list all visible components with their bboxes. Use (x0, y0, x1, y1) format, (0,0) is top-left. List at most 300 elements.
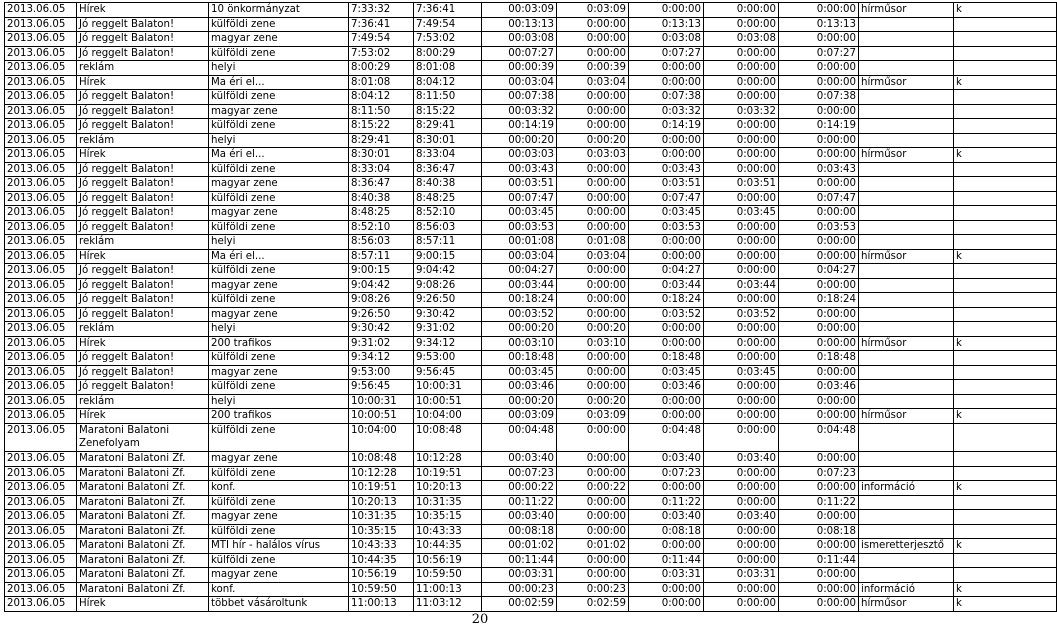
duration-cell: 00:02:59 (482, 597, 557, 612)
content-cell: magyar zene (209, 307, 349, 322)
type-cell (954, 162, 1057, 177)
end-time-cell: 8:00:29 (414, 46, 482, 61)
end-time-cell: 11:00:13 (414, 582, 482, 597)
program-cell: Hírek (77, 148, 209, 163)
music-duration-cell: 0:03:45 (629, 206, 704, 221)
table-row (5, 206, 1057, 221)
genre-cell: információ (859, 481, 954, 496)
program-cell: Maratoni Balatoni Zf. (77, 539, 209, 554)
program-cell: Jó reggelt Balaton! (77, 380, 209, 395)
table-row (5, 177, 1057, 192)
content-cell: külföldi zene (209, 162, 349, 177)
music-duration-cell: 0:07:38 (629, 90, 704, 105)
genre-cell (859, 278, 954, 293)
start-time-cell: 10:19:51 (349, 481, 414, 496)
content-cell: külföldi zene (209, 423, 349, 452)
content-cell: helyi (209, 394, 349, 409)
start-time-cell: 9:04:42 (349, 278, 414, 293)
program-cell: Maratoni Balatoni Zf. (77, 466, 209, 481)
program-cell: Jó reggelt Balaton! (77, 119, 209, 134)
hungarian-music-cell: 0:03:32 (704, 104, 779, 119)
foreign-music-cell: 0:00:00 (779, 32, 859, 47)
hungarian-music-cell: 0:00:00 (704, 249, 779, 264)
date-cell: 2013.06.05 (5, 380, 77, 395)
genre-cell (859, 191, 954, 206)
hungarian-music-cell: 0:00:00 (704, 293, 779, 308)
music-duration-cell: 0:00:00 (629, 409, 704, 424)
table-row (5, 191, 1057, 206)
table-row (5, 539, 1057, 554)
end-time-cell: 8:40:38 (414, 177, 482, 192)
table-row (5, 481, 1057, 496)
type-cell: k (954, 582, 1057, 597)
spoken-duration-cell: 0:03:10 (557, 336, 629, 351)
music-duration-cell: 0:13:13 (629, 17, 704, 32)
genre-cell (859, 104, 954, 119)
type-cell (954, 90, 1057, 105)
music-duration-cell: 0:14:19 (629, 119, 704, 134)
duration-cell: 00:04:27 (482, 264, 557, 279)
duration-cell: 00:03:10 (482, 336, 557, 351)
genre-cell (859, 351, 954, 366)
end-time-cell: 8:30:01 (414, 133, 482, 148)
type-cell (954, 452, 1057, 467)
hungarian-music-cell: 0:00:00 (704, 264, 779, 279)
spoken-duration-cell: 0:00:00 (557, 46, 629, 61)
foreign-music-cell: 0:00:00 (779, 133, 859, 148)
spoken-duration-cell: 0:03:09 (557, 3, 629, 18)
date-cell: 2013.06.05 (5, 133, 77, 148)
duration-cell: 00:07:27 (482, 46, 557, 61)
table-row (5, 61, 1057, 76)
table-row (5, 235, 1057, 250)
music-duration-cell: 0:00:00 (629, 148, 704, 163)
content-cell: magyar zene (209, 568, 349, 583)
program-cell: reklám (77, 394, 209, 409)
spoken-duration-cell: 0:02:59 (557, 597, 629, 612)
music-duration-cell: 0:00:00 (629, 597, 704, 612)
table-row (5, 351, 1057, 366)
type-cell (954, 307, 1057, 322)
date-cell: 2013.06.05 (5, 539, 77, 554)
program-cell: Jó reggelt Balaton! (77, 177, 209, 192)
program-cell: Jó reggelt Balaton! (77, 162, 209, 177)
genre-cell (859, 119, 954, 134)
table-row (5, 553, 1057, 568)
music-duration-cell: 0:03:40 (629, 452, 704, 467)
table-row (5, 220, 1057, 235)
date-cell: 2013.06.05 (5, 162, 77, 177)
hungarian-music-cell: 0:00:00 (704, 191, 779, 206)
spoken-duration-cell: 0:00:00 (557, 568, 629, 583)
date-cell: 2013.06.05 (5, 293, 77, 308)
start-time-cell: 10:31:35 (349, 510, 414, 525)
start-time-cell: 10:12:28 (349, 466, 414, 481)
duration-cell: 00:00:20 (482, 394, 557, 409)
foreign-music-cell: 0:00:00 (779, 322, 859, 337)
content-cell: külföldi zene (209, 351, 349, 366)
program-cell: Maratoni Balatoni Zf. (77, 481, 209, 496)
type-cell (954, 322, 1057, 337)
start-time-cell: 8:57:11 (349, 249, 414, 264)
type-cell (954, 32, 1057, 47)
content-cell: külföldi zene (209, 191, 349, 206)
date-cell: 2013.06.05 (5, 307, 77, 322)
table-row (5, 380, 1057, 395)
genre-cell (859, 293, 954, 308)
genre-cell: hírműsor (859, 75, 954, 90)
genre-cell: hírműsor (859, 249, 954, 264)
type-cell (954, 466, 1057, 481)
music-duration-cell: 0:03:08 (629, 32, 704, 47)
program-cell: Jó reggelt Balaton! (77, 206, 209, 221)
start-time-cell: 9:31:02 (349, 336, 414, 351)
program-cell: Maratoni Balatoni Zf. (77, 568, 209, 583)
start-time-cell: 10:56:19 (349, 568, 414, 583)
date-cell: 2013.06.05 (5, 220, 77, 235)
date-cell: 2013.06.05 (5, 336, 77, 351)
type-cell (954, 46, 1057, 61)
table-row (5, 17, 1057, 32)
date-cell: 2013.06.05 (5, 90, 77, 105)
program-cell: Jó reggelt Balaton! (77, 32, 209, 47)
type-cell: k (954, 597, 1057, 612)
music-duration-cell: 0:04:27 (629, 264, 704, 279)
content-cell: magyar zene (209, 177, 349, 192)
hungarian-music-cell: 0:00:00 (704, 409, 779, 424)
content-cell: külföldi zene (209, 553, 349, 568)
type-cell (954, 278, 1057, 293)
date-cell: 2013.06.05 (5, 148, 77, 163)
date-cell: 2013.06.05 (5, 452, 77, 467)
genre-cell (859, 307, 954, 322)
end-time-cell: 10:31:35 (414, 495, 482, 510)
type-cell (954, 206, 1057, 221)
spoken-duration-cell: 0:00:00 (557, 365, 629, 380)
spoken-duration-cell: 0:00:00 (557, 32, 629, 47)
genre-cell (859, 510, 954, 525)
foreign-music-cell: 0:18:48 (779, 351, 859, 366)
hungarian-music-cell: 0:03:45 (704, 206, 779, 221)
end-time-cell: 8:04:12 (414, 75, 482, 90)
foreign-music-cell: 0:00:00 (779, 206, 859, 221)
foreign-music-cell: 0:11:22 (779, 495, 859, 510)
hungarian-music-cell: 0:00:00 (704, 582, 779, 597)
duration-cell: 00:03:04 (482, 75, 557, 90)
type-cell (954, 104, 1057, 119)
program-cell: reklám (77, 133, 209, 148)
table-row (5, 90, 1057, 105)
spoken-duration-cell: 0:00:00 (557, 264, 629, 279)
spoken-duration-cell: 0:00:00 (557, 162, 629, 177)
program-cell: Maratoni Balatoni Zf. (77, 553, 209, 568)
program-cell: Maratoni Balatoni Zf. (77, 495, 209, 510)
foreign-music-cell: 0:07:27 (779, 46, 859, 61)
music-duration-cell: 0:00:00 (629, 61, 704, 76)
genre-cell: hírműsor (859, 3, 954, 18)
duration-cell: 00:18:24 (482, 293, 557, 308)
spoken-duration-cell: 0:00:20 (557, 394, 629, 409)
program-cell: Maratoni Balatoni Zf. (77, 510, 209, 525)
hungarian-music-cell: 0:00:00 (704, 220, 779, 235)
spoken-duration-cell: 0:01:08 (557, 235, 629, 250)
hungarian-music-cell: 0:03:52 (704, 307, 779, 322)
start-time-cell: 8:48:25 (349, 206, 414, 221)
date-cell: 2013.06.05 (5, 17, 77, 32)
genre-cell (859, 423, 954, 452)
end-time-cell: 10:04:00 (414, 409, 482, 424)
music-duration-cell: 0:04:48 (629, 423, 704, 452)
broadcast-log-table (4, 2, 1057, 612)
spoken-duration-cell: 0:00:00 (557, 466, 629, 481)
date-cell: 2013.06.05 (5, 524, 77, 539)
program-cell: Hírek (77, 3, 209, 18)
hungarian-music-cell: 0:03:31 (704, 568, 779, 583)
table-row (5, 394, 1057, 409)
type-cell (954, 119, 1057, 134)
hungarian-music-cell: 0:03:51 (704, 177, 779, 192)
hungarian-music-cell: 0:03:45 (704, 365, 779, 380)
start-time-cell: 10:04:00 (349, 423, 414, 452)
start-time-cell: 10:00:31 (349, 394, 414, 409)
start-time-cell: 8:04:12 (349, 90, 414, 105)
end-time-cell: 8:57:11 (414, 235, 482, 250)
music-duration-cell: 0:00:00 (629, 582, 704, 597)
music-duration-cell: 0:00:00 (629, 133, 704, 148)
table-row (5, 104, 1057, 119)
program-cell: Hírek (77, 336, 209, 351)
content-cell: magyar zene (209, 32, 349, 47)
end-time-cell: 9:26:50 (414, 293, 482, 308)
duration-cell: 00:03:09 (482, 3, 557, 18)
start-time-cell: 9:56:45 (349, 380, 414, 395)
spoken-duration-cell: 0:00:00 (557, 220, 629, 235)
date-cell: 2013.06.05 (5, 119, 77, 134)
end-time-cell: 8:48:25 (414, 191, 482, 206)
foreign-music-cell: 0:00:00 (779, 148, 859, 163)
program-cell: Hírek (77, 75, 209, 90)
table-row (5, 46, 1057, 61)
date-cell: 2013.06.05 (5, 553, 77, 568)
music-duration-cell: 0:00:00 (629, 322, 704, 337)
table-row (5, 133, 1057, 148)
start-time-cell: 8:40:38 (349, 191, 414, 206)
duration-cell: 00:03:40 (482, 510, 557, 525)
type-cell (954, 394, 1057, 409)
date-cell: 2013.06.05 (5, 61, 77, 76)
end-time-cell: 8:36:47 (414, 162, 482, 177)
content-cell: 10 önkormányzat (209, 3, 349, 18)
hungarian-music-cell: 0:00:00 (704, 394, 779, 409)
type-cell (954, 133, 1057, 148)
start-time-cell: 10:59:50 (349, 582, 414, 597)
genre-cell (859, 90, 954, 105)
start-time-cell: 10:43:33 (349, 539, 414, 554)
content-cell: magyar zene (209, 452, 349, 467)
content-cell: külföldi zene (209, 466, 349, 481)
content-cell: konf. (209, 582, 349, 597)
content-cell: külföldi zene (209, 46, 349, 61)
hungarian-music-cell: 0:00:00 (704, 17, 779, 32)
date-cell: 2013.06.05 (5, 177, 77, 192)
spoken-duration-cell: 0:00:00 (557, 293, 629, 308)
end-time-cell: 10:44:35 (414, 539, 482, 554)
program-cell: Hírek (77, 249, 209, 264)
foreign-music-cell: 0:00:00 (779, 177, 859, 192)
start-time-cell: 8:56:03 (349, 235, 414, 250)
content-cell: konf. (209, 481, 349, 496)
content-cell: külföldi zene (209, 264, 349, 279)
type-cell (954, 365, 1057, 380)
program-cell: reklám (77, 61, 209, 76)
table-row (5, 409, 1057, 424)
duration-cell: 00:07:38 (482, 90, 557, 105)
genre-cell (859, 322, 954, 337)
end-time-cell: 10:12:28 (414, 452, 482, 467)
date-cell: 2013.06.05 (5, 322, 77, 337)
page-number: 20 (471, 612, 489, 627)
spoken-duration-cell: 0:03:03 (557, 148, 629, 163)
start-time-cell: 9:34:12 (349, 351, 414, 366)
genre-cell (859, 162, 954, 177)
table-row (5, 32, 1057, 47)
foreign-music-cell: 0:00:00 (779, 104, 859, 119)
table-row (5, 3, 1057, 18)
type-cell (954, 524, 1057, 539)
start-time-cell: 8:36:47 (349, 177, 414, 192)
start-time-cell: 9:30:42 (349, 322, 414, 337)
duration-cell: 00:03:40 (482, 452, 557, 467)
music-duration-cell: 0:00:00 (629, 249, 704, 264)
spoken-duration-cell: 0:03:04 (557, 75, 629, 90)
type-cell (954, 17, 1057, 32)
program-cell: Jó reggelt Balaton! (77, 351, 209, 366)
program-cell: Jó reggelt Balaton! (77, 293, 209, 308)
type-cell (954, 510, 1057, 525)
program-cell: Maratoni Balatoni Zf. (77, 582, 209, 597)
foreign-music-cell: 0:00:00 (779, 510, 859, 525)
duration-cell: 00:11:44 (482, 553, 557, 568)
spoken-duration-cell: 0:00:20 (557, 322, 629, 337)
date-cell: 2013.06.05 (5, 351, 77, 366)
foreign-music-cell: 0:00:00 (779, 307, 859, 322)
type-cell (954, 380, 1057, 395)
program-cell: Jó reggelt Balaton! (77, 264, 209, 279)
hungarian-music-cell: 0:00:00 (704, 495, 779, 510)
genre-cell (859, 452, 954, 467)
content-cell: helyi (209, 61, 349, 76)
start-time-cell: 9:00:15 (349, 264, 414, 279)
table-row (5, 452, 1057, 467)
music-duration-cell: 0:18:48 (629, 351, 704, 366)
table-row (5, 582, 1057, 597)
foreign-music-cell: 0:03:53 (779, 220, 859, 235)
end-time-cell: 10:08:48 (414, 423, 482, 452)
hungarian-music-cell: 0:00:00 (704, 597, 779, 612)
date-cell: 2013.06.05 (5, 481, 77, 496)
foreign-music-cell: 0:00:00 (779, 336, 859, 351)
music-duration-cell: 0:11:44 (629, 553, 704, 568)
end-time-cell: 9:30:42 (414, 307, 482, 322)
content-cell: 200 trafikos (209, 409, 349, 424)
spoken-duration-cell: 0:00:00 (557, 452, 629, 467)
date-cell: 2013.06.05 (5, 75, 77, 90)
type-cell (954, 220, 1057, 235)
end-time-cell: 8:01:08 (414, 61, 482, 76)
program-cell: Jó reggelt Balaton! (77, 307, 209, 322)
spoken-duration-cell: 0:00:00 (557, 351, 629, 366)
program-cell: reklám (77, 322, 209, 337)
music-duration-cell: 0:00:00 (629, 336, 704, 351)
hungarian-music-cell: 0:00:00 (704, 351, 779, 366)
table-row (5, 365, 1057, 380)
end-time-cell: 9:00:15 (414, 249, 482, 264)
type-cell: k (954, 336, 1057, 351)
content-cell: helyi (209, 322, 349, 337)
date-cell: 2013.06.05 (5, 235, 77, 250)
type-cell (954, 351, 1057, 366)
hungarian-music-cell: 0:00:00 (704, 148, 779, 163)
type-cell (954, 568, 1057, 583)
content-cell: külföldi zene (209, 17, 349, 32)
content-cell: többet vásároltunk (209, 597, 349, 612)
date-cell: 2013.06.05 (5, 191, 77, 206)
music-duration-cell: 0:08:18 (629, 524, 704, 539)
end-time-cell: 10:00:31 (414, 380, 482, 395)
spoken-duration-cell: 0:00:00 (557, 423, 629, 452)
end-time-cell: 10:00:51 (414, 394, 482, 409)
foreign-music-cell: 0:00:00 (779, 235, 859, 250)
type-cell: k (954, 481, 1057, 496)
genre-cell: információ (859, 582, 954, 597)
table-row (5, 495, 1057, 510)
duration-cell: 00:00:22 (482, 481, 557, 496)
duration-cell: 00:04:48 (482, 423, 557, 452)
hungarian-music-cell: 0:00:00 (704, 3, 779, 18)
content-cell: külföldi zene (209, 293, 349, 308)
duration-cell: 00:03:46 (482, 380, 557, 395)
start-time-cell: 11:00:13 (349, 597, 414, 612)
table-row (5, 293, 1057, 308)
table-row (5, 568, 1057, 583)
genre-cell (859, 568, 954, 583)
music-duration-cell: 0:03:32 (629, 104, 704, 119)
duration-cell: 00:03:52 (482, 307, 557, 322)
spoken-duration-cell: 0:00:00 (557, 307, 629, 322)
foreign-music-cell: 0:00:00 (779, 278, 859, 293)
table-row (5, 510, 1057, 525)
music-duration-cell: 0:03:44 (629, 278, 704, 293)
hungarian-music-cell: 0:03:44 (704, 278, 779, 293)
start-time-cell: 10:08:48 (349, 452, 414, 467)
genre-cell (859, 206, 954, 221)
music-duration-cell: 0:03:31 (629, 568, 704, 583)
foreign-music-cell: 0:00:00 (779, 568, 859, 583)
program-cell: reklám (77, 235, 209, 250)
date-cell: 2013.06.05 (5, 249, 77, 264)
hungarian-music-cell: 0:00:00 (704, 61, 779, 76)
content-cell: külföldi zene (209, 495, 349, 510)
genre-cell (859, 466, 954, 481)
duration-cell: 00:00:23 (482, 582, 557, 597)
genre-cell (859, 177, 954, 192)
content-cell: helyi (209, 235, 349, 250)
duration-cell: 00:01:02 (482, 539, 557, 554)
spoken-duration-cell: 0:00:00 (557, 510, 629, 525)
type-cell: k (954, 3, 1057, 18)
start-time-cell: 9:26:50 (349, 307, 414, 322)
program-cell: Jó reggelt Balaton! (77, 278, 209, 293)
